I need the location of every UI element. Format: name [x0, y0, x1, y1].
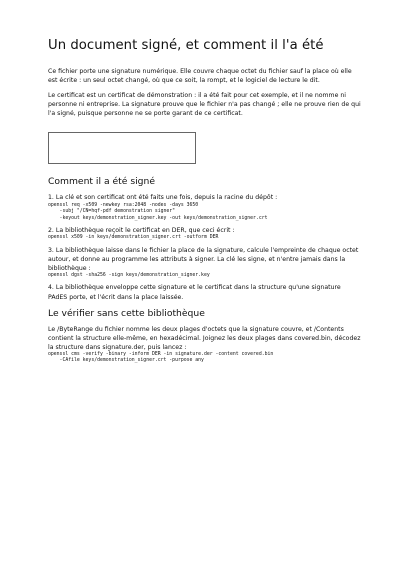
- intro-paragraph-2: Le certificat est un certificat de démonstration : il a été fait pour cet exemple, et il ne nomme ni personne ni entreprise. La signature prouve que le fichier n'a pas changé ; elle ne prouve rien de qui l'a signé, puisque personne ne se porte garant de ce certificat.: [48, 92, 361, 118]
- step-1-code: openssl req -x509 -newkey rsa:2048 -nodes -days 3650 -subj "/CN=hqf-pdf demonstration signer" -keyout keys/demonstration_signer.key -out keys/demonstration_signer.crt: [48, 202, 268, 221]
- section-heading-how: Comment il a été signé: [48, 176, 155, 188]
- step-1-text: 1. La clé et son certificat ont été faits une fois, depuis la racine du dépôt :: [48, 194, 278, 202]
- verify-code: openssl cms -verify -binary -inform DER -in signature.der -content covered.bin -CAfile keys/demonstration_signer.crt -purpose any: [48, 351, 274, 364]
- signature-field[interactable]: [48, 132, 196, 164]
- step-2-text: 2. La bibliothèque reçoit le certificat en DER, que ceci écrit :: [48, 227, 235, 235]
- step-4-text: 4. La bibliothèque enveloppe cette signature et le certificat dans la structure qu'une signature PAdES porte, et l'écrit dans la place laissée.: [48, 284, 341, 301]
- step-3-code: openssl dgst -sha256 -sign keys/demonstration_signer.key: [48, 272, 210, 278]
- step-2: [48, 226, 361, 242]
- step-4: [48, 283, 361, 301]
- page-title: Un document signé, et comment il l'a été: [48, 38, 324, 53]
- step-3: [48, 246, 361, 280]
- step-3-text: 3. La bibliothèque laisse dans le fichier la place de la signature, calcule l'empreinte de chaque octet autour, et donne au programme les attributs à signer. La clé les signe, et n'entre jamais dans la bibliothèque :: [48, 246, 359, 272]
- section-heading-verify: Le vérifier sans cette bibliothèque: [48, 307, 205, 319]
- step-2-code: openssl x509 -in keys/demonstration_signer.crt -outform DER: [48, 235, 219, 241]
- verify-text: Le /ByteRange du fichier nomme les deux plages d'octets que la signature couvre, et /Contents contient la structure elle-même, en hexadécimal. Joignez les deux plages dans covered.bin, décodez la structure dans signature.der, puis lancez :: [48, 325, 361, 351]
- intro-paragraph-1: Ce fichier porte une signature numérique. Elle couvre chaque octet du fichier sauf la place où elle est écrite : un seul octet changé, où que ce soit, la rompt, et le logiciel de lecture le dit.: [48, 68, 352, 85]
- step-1: [48, 193, 361, 222]
